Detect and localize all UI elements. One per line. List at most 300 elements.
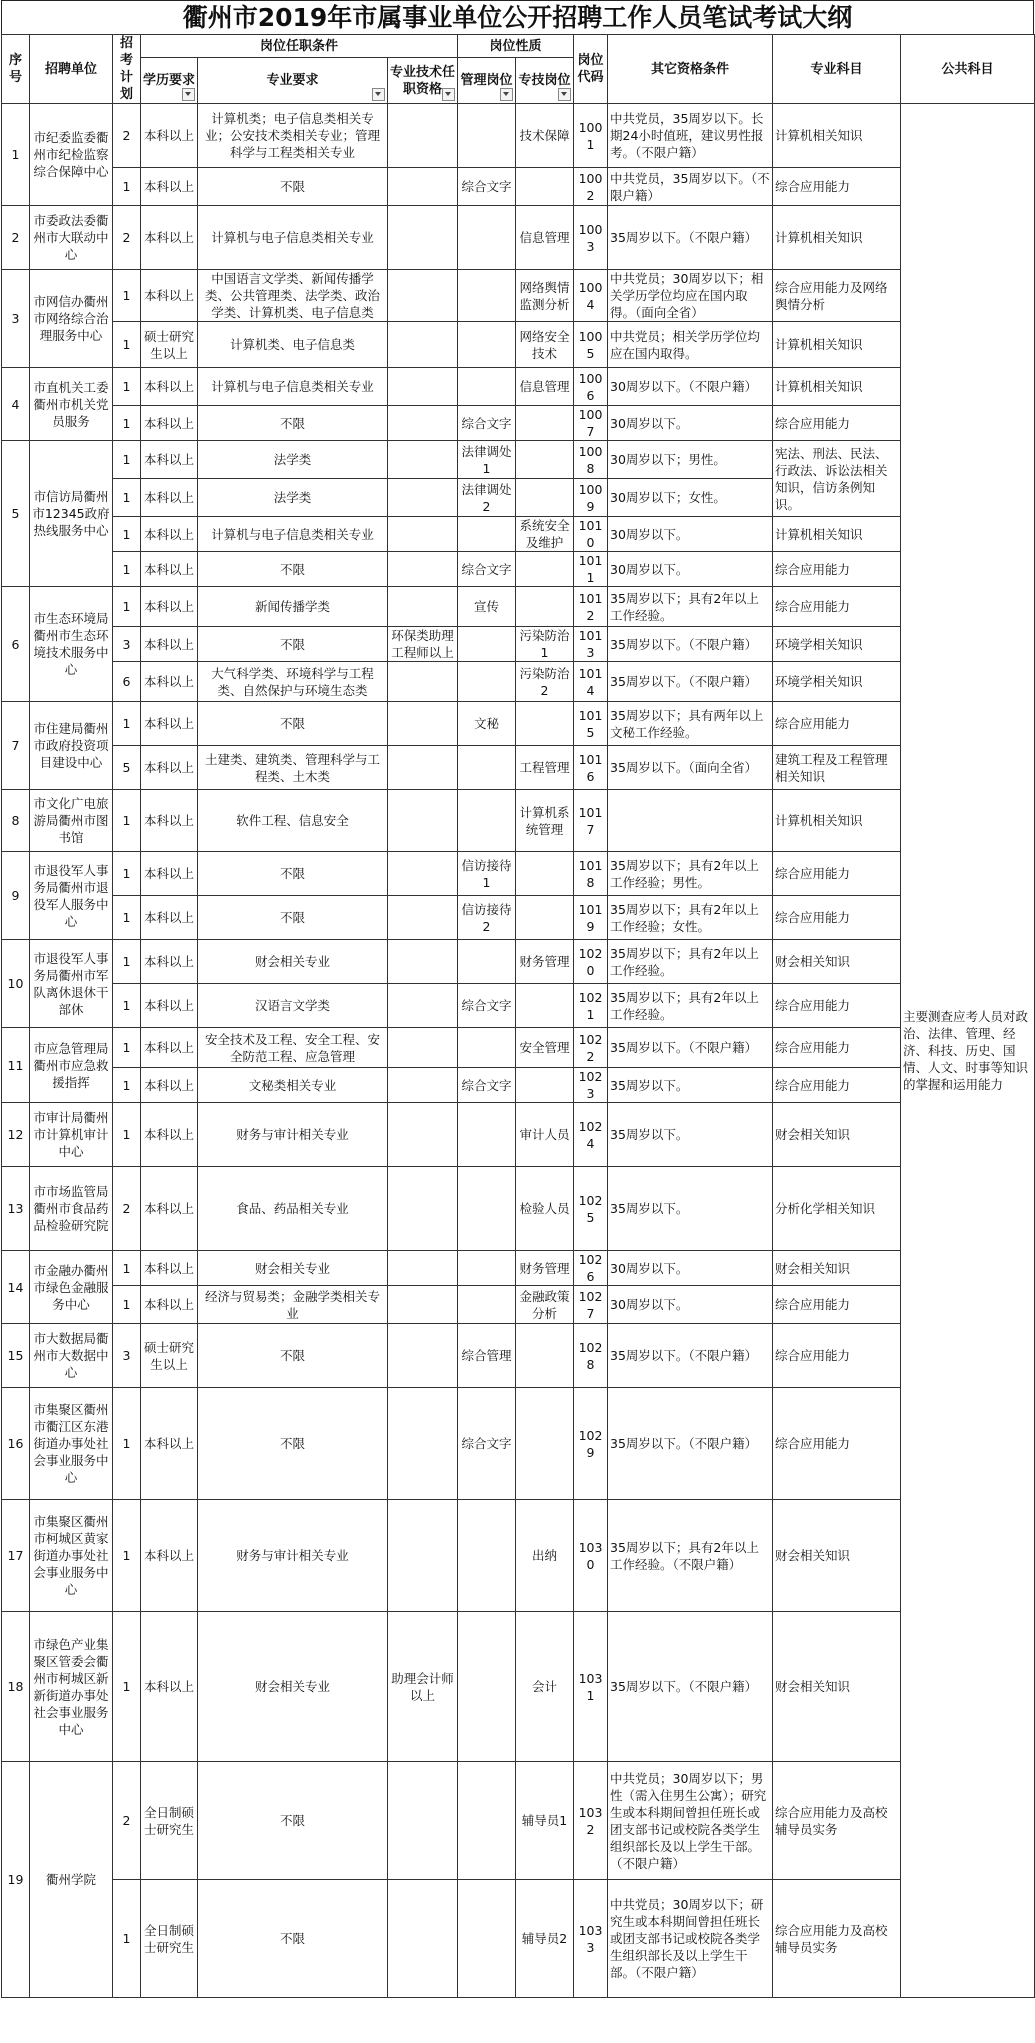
table-row <box>2 896 1035 940</box>
row-mgmt <box>458 517 516 552</box>
row-title-req <box>388 206 458 270</box>
row-subject: 综合应用能力 <box>773 984 901 1028</box>
row-unit: 市退役军人事务局衢州市退役军人服务中心 <box>30 852 113 940</box>
row-seq: 2 <box>2 206 30 270</box>
row-code: 1001 <box>574 104 608 168</box>
row-major: 经济与贸易类；金融学类相关专业 <box>198 1286 388 1324</box>
row-edu: 硕士研究生以上 <box>141 322 198 368</box>
row-code: 1029 <box>574 1388 608 1500</box>
row-subject: 综合应用能力及网络舆情分析 <box>773 270 901 322</box>
header-code: 岗位代码 <box>574 35 608 104</box>
row-code: 1016 <box>574 746 608 790</box>
header-pro-subject: 专业科目 <box>773 35 901 104</box>
row-code: 1021 <box>574 984 608 1028</box>
row-subject: 综合应用能力及高校辅导员实务 <box>773 1762 901 1880</box>
row-other: 35周岁以下。 <box>608 1068 773 1103</box>
row-subject: 综合应用能力 <box>773 702 901 746</box>
row-edu: 本科以上 <box>141 479 198 517</box>
row-plan: 1 <box>113 441 141 479</box>
row-major: 中国语言文学类、新闻传播学类、公共管理类、法学类、政治学类、计算机类、电子信息类 <box>198 270 388 322</box>
row-title-req <box>388 662 458 702</box>
row-major: 不限 <box>198 1880 388 1998</box>
row-code: 1004 <box>574 270 608 322</box>
row-unit: 市委政法委衢州市大联动中心 <box>30 206 113 270</box>
row-title-req <box>388 1762 458 1880</box>
row-plan: 3 <box>113 627 141 662</box>
row-subject: 综合应用能力 <box>773 552 901 587</box>
header-edu: 学历要求 <box>141 58 198 104</box>
row-mgmt <box>458 1167 516 1251</box>
row-tech: 信息管理 <box>516 206 574 270</box>
row-tech <box>516 552 574 587</box>
row-subject: 计算机相关知识 <box>773 322 901 368</box>
row-code: 1007 <box>574 406 608 441</box>
row-plan: 1 <box>113 1612 141 1762</box>
row-subject: 综合应用能力 <box>773 168 901 206</box>
row-code: 1003 <box>574 206 608 270</box>
row-plan: 1 <box>113 790 141 852</box>
row-edu: 本科以上 <box>141 852 198 896</box>
row-edu: 本科以上 <box>141 1103 198 1167</box>
row-edu: 本科以上 <box>141 1167 198 1251</box>
table-body <box>2 104 1035 1998</box>
row-code: 1008 <box>574 441 608 479</box>
row-code: 1033 <box>574 1880 608 1998</box>
filter-dropdown-icon[interactable] <box>442 88 455 101</box>
row-seq: 7 <box>2 702 30 790</box>
row-mgmt <box>458 940 516 984</box>
exam-outline-sheet <box>1 0 1034 1998</box>
table-row <box>2 662 1035 702</box>
row-title-req <box>388 790 458 852</box>
row-mgmt <box>458 322 516 368</box>
row-tech <box>516 1068 574 1103</box>
row-title-req <box>388 1500 458 1612</box>
row-subject: 综合应用能力 <box>773 896 901 940</box>
row-subject: 综合应用能力 <box>773 1286 901 1324</box>
row-code: 1024 <box>574 1103 608 1167</box>
row-unit: 市市场监管局衢州市食品药品检验研究院 <box>30 1167 113 1251</box>
row-edu: 本科以上 <box>141 1251 198 1286</box>
row-mgmt <box>458 270 516 322</box>
row-tech <box>516 984 574 1028</box>
row-mgmt: 综合文字 <box>458 406 516 441</box>
row-code: 1010 <box>574 517 608 552</box>
row-tech <box>516 1388 574 1500</box>
row-title-req <box>388 406 458 441</box>
row-mgmt <box>458 104 516 168</box>
row-other: 中共党员；30周岁以下；相关学历学位均应在国内取得。（面向全省） <box>608 270 773 322</box>
row-subject: 计算机相关知识 <box>773 206 901 270</box>
row-subject: 建筑工程及工程管理相关知识 <box>773 746 901 790</box>
row-edu: 本科以上 <box>141 627 198 662</box>
table-row <box>2 702 1035 746</box>
row-plan: 3 <box>113 1324 141 1388</box>
row-major: 文秘类相关专业 <box>198 1068 388 1103</box>
row-plan: 5 <box>113 746 141 790</box>
row-seq: 10 <box>2 940 30 1028</box>
row-code: 1032 <box>574 1762 608 1880</box>
row-unit: 市文化广电旅游局衢州市图书馆 <box>30 790 113 852</box>
row-subject: 财会相关知识 <box>773 1103 901 1167</box>
row-plan: 1 <box>113 984 141 1028</box>
row-title-req <box>388 1103 458 1167</box>
row-code: 1017 <box>574 790 608 852</box>
row-other: 中共党员，35周岁以下。（不限户籍） <box>608 168 773 206</box>
row-plan: 2 <box>113 206 141 270</box>
row-mgmt: 综合文字 <box>458 552 516 587</box>
row-plan: 1 <box>113 517 141 552</box>
row-major: 计算机类；电子信息类相关专业；公安技术类相关专业；管理科学与工程类相关专业 <box>198 104 388 168</box>
row-tech: 信息管理 <box>516 368 574 406</box>
row-plan: 2 <box>113 104 141 168</box>
row-title-req <box>388 984 458 1028</box>
row-mgmt <box>458 627 516 662</box>
table-row <box>2 1028 1035 1068</box>
row-unit: 市网信办衢州市网络综合治理服务中心 <box>30 270 113 368</box>
row-tech: 辅导员1 <box>516 1762 574 1880</box>
row-tech: 审计人员 <box>516 1103 574 1167</box>
table-row <box>2 1880 1035 1998</box>
row-major: 不限 <box>198 552 388 587</box>
row-code: 1012 <box>574 587 608 627</box>
row-major: 汉语言文学类 <box>198 984 388 1028</box>
row-mgmt: 综合管理 <box>458 1324 516 1388</box>
row-tech <box>516 587 574 627</box>
row-edu: 本科以上 <box>141 1388 198 1500</box>
row-mgmt: 法律调处1 <box>458 441 516 479</box>
row-plan: 1 <box>113 587 141 627</box>
row-plan: 1 <box>113 702 141 746</box>
row-seq: 15 <box>2 1324 30 1388</box>
row-mgmt <box>458 1286 516 1324</box>
row-other: 30周岁以下；男性。 <box>608 441 773 479</box>
row-title-req: 助理会计师以上 <box>388 1612 458 1762</box>
row-unit: 市审计局衢州市计算机审计中心 <box>30 1103 113 1167</box>
row-unit: 市金融办衢州市绿色金融服务中心 <box>30 1251 113 1324</box>
row-mgmt: 文秘 <box>458 702 516 746</box>
row-other <box>608 790 773 852</box>
header-title-req: 专业技术任职资格 <box>388 58 458 104</box>
filter-dropdown-icon[interactable] <box>182 88 195 101</box>
row-unit: 市集聚区衢州市柯城区黄家街道办事处社会事业服务中心 <box>30 1500 113 1612</box>
row-mgmt <box>458 1762 516 1880</box>
row-major: 不限 <box>198 406 388 441</box>
row-unit: 市集聚区衢州市衢江区东港街道办事处社会事业服务中心 <box>30 1388 113 1500</box>
row-tech: 网络舆情监测分析 <box>516 270 574 322</box>
row-seq: 5 <box>2 441 30 587</box>
row-major: 财务与审计相关专业 <box>198 1500 388 1612</box>
header-unit: 招聘单位 <box>30 35 113 104</box>
row-subject: 综合应用能力 <box>773 1028 901 1068</box>
row-code: 1031 <box>574 1612 608 1762</box>
table-row <box>2 552 1035 587</box>
row-major: 财会相关专业 <box>198 1612 388 1762</box>
row-title-req <box>388 1324 458 1388</box>
table-row <box>2 852 1035 896</box>
row-tech: 工程管理 <box>516 746 574 790</box>
table-row <box>2 517 1035 552</box>
table-row <box>2 322 1035 368</box>
sheet-title: 衢州市2019年市属事业单位公开招聘工作人员笔试考试大纲 <box>1 0 1034 34</box>
row-title-req <box>388 1880 458 1998</box>
table-row <box>2 441 1035 479</box>
header-nature: 岗位性质 <box>458 35 574 58</box>
row-mgmt: 宣传 <box>458 587 516 627</box>
row-other: 中共党员，35周岁以下。长期24小时值班，建议男性报考。（不限户籍） <box>608 104 773 168</box>
row-subject: 环境学相关知识 <box>773 662 901 702</box>
row-major: 不限 <box>198 852 388 896</box>
row-other: 30周岁以下。 <box>608 1286 773 1324</box>
row-plan: 1 <box>113 1103 141 1167</box>
header-mgmt: 管理岗位 <box>458 58 516 104</box>
row-tech: 金融政策分析 <box>516 1286 574 1324</box>
row-plan: 2 <box>113 1762 141 1880</box>
row-code: 1011 <box>574 552 608 587</box>
row-subject: 财会相关知识 <box>773 1500 901 1612</box>
row-seq: 12 <box>2 1103 30 1167</box>
row-code: 1009 <box>574 479 608 517</box>
filter-dropdown-icon[interactable] <box>558 88 571 101</box>
row-other: 35周岁以下；具有两年以上文秘工作经验。 <box>608 702 773 746</box>
row-other: 35周岁以下。（不限户籍） <box>608 627 773 662</box>
row-title-req <box>388 270 458 322</box>
row-edu: 本科以上 <box>141 368 198 406</box>
row-code: 1026 <box>574 1251 608 1286</box>
row-other: 中共党员；30周岁以下；男性（需入住男生公寓）；研究生或本科期间曾担任班长或团支部书记或校院各类学生组织部长及以上学生干部。（不限户籍） <box>608 1762 773 1880</box>
header-major: 专业要求 <box>198 58 388 104</box>
row-mgmt: 信访接待2 <box>458 896 516 940</box>
row-code: 1027 <box>574 1286 608 1324</box>
row-major: 不限 <box>198 702 388 746</box>
row-plan: 1 <box>113 270 141 322</box>
row-other: 30周岁以下。 <box>608 1251 773 1286</box>
row-edu: 本科以上 <box>141 746 198 790</box>
row-subject: 环境学相关知识 <box>773 627 901 662</box>
table-row <box>2 206 1035 270</box>
row-plan: 2 <box>113 1167 141 1251</box>
row-other: 35周岁以下。（不限户籍） <box>608 1028 773 1068</box>
filter-dropdown-icon[interactable] <box>500 88 513 101</box>
row-major: 不限 <box>198 1762 388 1880</box>
row-tech: 辅导员2 <box>516 1880 574 1998</box>
row-other: 中共党员；30周岁以下；研究生或本科期间曾担任班长或团支部书记或校院各类学生组织部长及以上学生干部。（不限户籍） <box>608 1880 773 1998</box>
table-row <box>2 587 1035 627</box>
row-mgmt: 信访接待1 <box>458 852 516 896</box>
row-title-req <box>388 552 458 587</box>
row-unit: 市住建局衢州市政府投资项目建设中心 <box>30 702 113 790</box>
row-major: 不限 <box>198 896 388 940</box>
table-row <box>2 1500 1035 1612</box>
filter-dropdown-icon[interactable] <box>372 88 385 101</box>
row-mgmt <box>458 790 516 852</box>
row-mgmt <box>458 746 516 790</box>
row-plan: 1 <box>113 852 141 896</box>
row-code: 1006 <box>574 368 608 406</box>
row-code: 1005 <box>574 322 608 368</box>
table-row <box>2 984 1035 1028</box>
row-title-req <box>388 1251 458 1286</box>
row-seq: 13 <box>2 1167 30 1251</box>
row-other: 35周岁以下；具有2年以上工作经验。 <box>608 587 773 627</box>
row-mgmt: 综合文字 <box>458 1068 516 1103</box>
row-plan: 1 <box>113 940 141 984</box>
row-plan: 1 <box>113 1880 141 1998</box>
row-mgmt: 综合文字 <box>458 984 516 1028</box>
row-major: 新闻传播学类 <box>198 587 388 627</box>
row-edu: 本科以上 <box>141 206 198 270</box>
row-tech <box>516 702 574 746</box>
row-title-req <box>388 441 458 479</box>
row-edu: 本科以上 <box>141 552 198 587</box>
row-plan: 1 <box>113 406 141 441</box>
row-plan: 1 <box>113 1251 141 1286</box>
row-unit: 市信访局衢州市12345政府热线服务中心 <box>30 441 113 587</box>
row-plan: 6 <box>113 662 141 702</box>
row-subject: 计算机相关知识 <box>773 790 901 852</box>
row-other: 30周岁以下。 <box>608 552 773 587</box>
row-seq: 14 <box>2 1251 30 1324</box>
row-edu: 本科以上 <box>141 441 198 479</box>
row-seq: 19 <box>2 1762 30 1998</box>
row-seq: 6 <box>2 587 30 702</box>
row-plan: 1 <box>113 896 141 940</box>
row-mgmt <box>458 1880 516 1998</box>
row-code: 1030 <box>574 1500 608 1612</box>
row-seq: 9 <box>2 852 30 940</box>
row-edu: 本科以上 <box>141 1028 198 1068</box>
row-tech: 计算机系统管理 <box>516 790 574 852</box>
table-row <box>2 406 1035 441</box>
row-unit: 市直机关工委衢州市机关党员服务 <box>30 368 113 441</box>
header-pub-subject: 公共科目 <box>901 35 1035 104</box>
row-tech: 财务管理 <box>516 1251 574 1286</box>
row-unit: 市大数据局衢州市大数据中心 <box>30 1324 113 1388</box>
row-subject: 综合应用能力 <box>773 406 901 441</box>
row-title-req <box>388 1167 458 1251</box>
row-edu: 本科以上 <box>141 896 198 940</box>
row-edu: 本科以上 <box>141 790 198 852</box>
table-row <box>2 940 1035 984</box>
table-row <box>2 1286 1035 1324</box>
row-other: 中共党员；相关学历学位均应在国内取得。 <box>608 322 773 368</box>
row-tech: 网络安全技术 <box>516 322 574 368</box>
recruitment-table <box>1 34 1035 1998</box>
row-major: 计算机与电子信息类相关专业 <box>198 368 388 406</box>
public-subject: 主要测查应考人员对政治、法律、管理、经济、科技、历史、国情、人文、时事等知识的掌握和运用能力 <box>901 104 1035 1998</box>
row-subject: 综合应用能力 <box>773 587 901 627</box>
row-other: 30周岁以下；女性。 <box>608 479 773 517</box>
header-seq: 序号 <box>2 35 30 104</box>
row-mgmt <box>458 1500 516 1612</box>
row-subject: 财会相关知识 <box>773 1612 901 1762</box>
table-row <box>2 1762 1035 1880</box>
row-major: 法学类 <box>198 479 388 517</box>
header-conditions: 岗位任职条件 <box>141 35 458 58</box>
row-major: 财务与审计相关专业 <box>198 1103 388 1167</box>
row-mgmt: 综合文字 <box>458 1388 516 1500</box>
row-edu: 硕士研究生以上 <box>141 1324 198 1388</box>
table-row <box>2 1068 1035 1103</box>
table-row <box>2 1388 1035 1500</box>
row-title-req <box>388 368 458 406</box>
row-code: 1023 <box>574 1068 608 1103</box>
row-other: 35周岁以下。（不限户籍） <box>608 1324 773 1388</box>
row-subject: 综合应用能力 <box>773 1068 901 1103</box>
table-row <box>2 368 1035 406</box>
row-edu: 本科以上 <box>141 662 198 702</box>
row-mgmt <box>458 1103 516 1167</box>
table-row <box>2 627 1035 662</box>
row-edu: 本科以上 <box>141 517 198 552</box>
table-row <box>2 104 1035 168</box>
table-row <box>2 270 1035 322</box>
row-plan: 1 <box>113 1068 141 1103</box>
row-unit: 市生态环境局衢州市生态环境技术服务中心 <box>30 587 113 702</box>
row-tech <box>516 441 574 479</box>
row-tech: 技术保障 <box>516 104 574 168</box>
row-tech: 出纳 <box>516 1500 574 1612</box>
row-subject: 综合应用能力及高校辅导员实务 <box>773 1880 901 1998</box>
row-major: 大气科学类、环境科学与工程类、自然保护与环境生态类 <box>198 662 388 702</box>
row-title-req: 环保类助理工程师以上 <box>388 627 458 662</box>
row-unit: 市绿色产业集聚区管委会衢州市柯城区新新街道办事处社会事业服务中心 <box>30 1612 113 1762</box>
header-tech: 专技岗位 <box>516 58 574 104</box>
row-other: 35周岁以下。 <box>608 1103 773 1167</box>
row-seq: 18 <box>2 1612 30 1762</box>
row-title-req <box>388 746 458 790</box>
row-seq: 17 <box>2 1500 30 1612</box>
row-tech <box>516 479 574 517</box>
row-tech: 污染防治1 <box>516 627 574 662</box>
row-seq: 4 <box>2 368 30 441</box>
row-major: 计算机与电子信息类相关专业 <box>198 206 388 270</box>
row-tech: 检验人员 <box>516 1167 574 1251</box>
row-edu: 本科以上 <box>141 940 198 984</box>
row-code: 1028 <box>574 1324 608 1388</box>
row-other: 30周岁以下。 <box>608 517 773 552</box>
row-subject: 财会相关知识 <box>773 1251 901 1286</box>
row-major: 不限 <box>198 1324 388 1388</box>
row-edu: 本科以上 <box>141 1500 198 1612</box>
row-plan: 1 <box>113 1286 141 1324</box>
row-edu: 全日制硕士研究生 <box>141 1880 198 1998</box>
row-other: 35周岁以下；具有2年以上工作经验。 <box>608 940 773 984</box>
row-tech <box>516 1324 574 1388</box>
row-other: 30周岁以下。 <box>608 406 773 441</box>
row-tech: 财务管理 <box>516 940 574 984</box>
row-subject: 综合应用能力 <box>773 852 901 896</box>
row-title-req <box>388 852 458 896</box>
row-tech: 会计 <box>516 1612 574 1762</box>
row-edu: 本科以上 <box>141 1612 198 1762</box>
row-mgmt <box>458 1028 516 1068</box>
row-title-req <box>388 940 458 984</box>
row-subject: 计算机相关知识 <box>773 104 901 168</box>
row-other: 35周岁以下；具有2年以上工作经验。 <box>608 984 773 1028</box>
row-mgmt <box>458 206 516 270</box>
row-code: 1022 <box>574 1028 608 1068</box>
row-major: 计算机类、电子信息类 <box>198 322 388 368</box>
row-edu: 本科以上 <box>141 104 198 168</box>
row-plan: 1 <box>113 479 141 517</box>
header-plan: 招考计划 <box>113 35 141 104</box>
row-edu: 本科以上 <box>141 702 198 746</box>
row-subject: 计算机相关知识 <box>773 517 901 552</box>
row-other: 35周岁以下。（不限户籍） <box>608 206 773 270</box>
row-title-req <box>388 168 458 206</box>
row-major: 不限 <box>198 627 388 662</box>
